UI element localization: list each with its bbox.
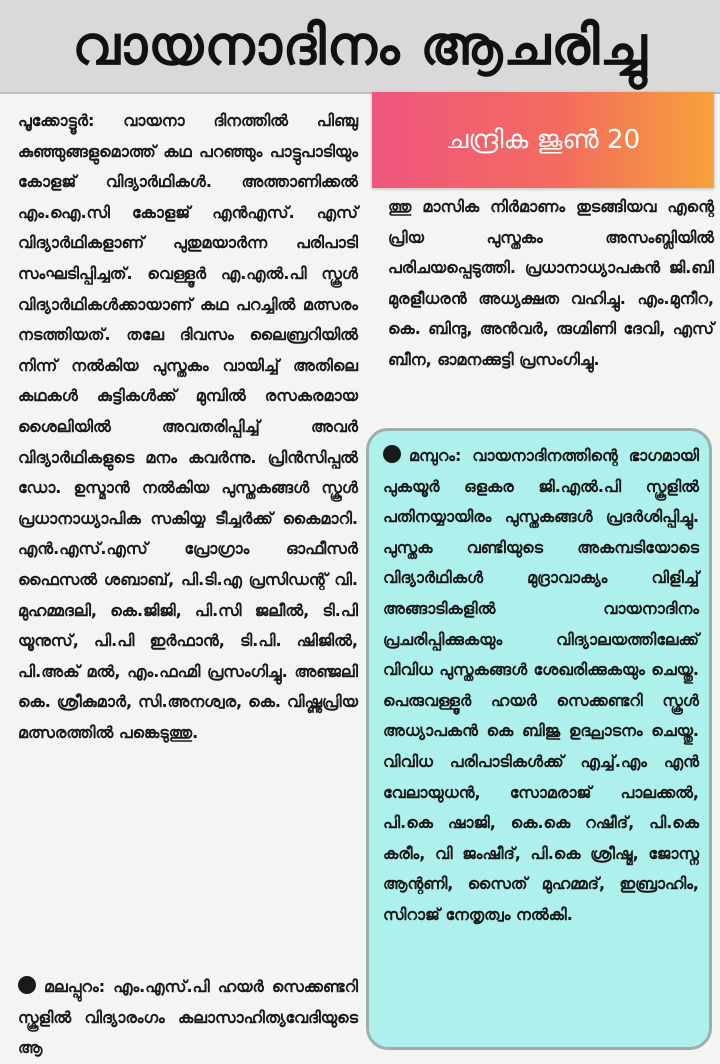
left-article-text: പൂക്കോട്ടൂർ: വായനാ ദിനത്തിൽ പിഞ്ചു കുഞ്ഞുങ്ങളുമൊത്ത് കഥ പറഞ്ഞും പാട്ടുപാടിയും കോളജ് വിദ്യാർഥികൾ. അത്താണിക്കൽ എം.ഐ.സി കോളജ് എൻഎസ്. എസ് വിദ്യാർഥികളാണ് പുതുമയാർന്ന പരിപാടി സംഘടിപ്പിച്ചത്. വെള്ളൂർ എ.എൽ.പി സ്കൂൾ വിദ്യാർഥികൾക്കായാണ് കഥ പറച്ചിൽ മത്സരം നടത്തിയത്. തലേ ദിവസം ലൈബ്രറിയിൽ നിന്ന് നൽകിയ പുസ്തകം വായിച്ച് അതിലെ കഥകൾ കുട്ടികൾക്ക് മുമ്പിൽ രസകരമായ ശൈലിയിൽ അവതരിപ്പിച്ച് അവർ വിദ്യാർഥികളുടെ മനം കവർന്നു. പ്രിൻസിപ്പൽ ഡോ. ഉസ്മാൻ നൽകിയ പുസ്തകങ്ങൾ സ്കൂൾ പ്രധാനാധ്യാപിക സകിയ്യ ടീച്ചർക്ക് കൈമാറി. എൻ.എസ്.എസ് പ്രോഗ്രാം ഓഫീസർ ഫൈസൽ ശബാബ്, പി.ടി.എ പ്രസിഡന്റ് വി. മുഹമ്മദലി, കെ.ജിജി, പി.സി ജലീൽ, ടി.പി യൂനുസ്, പി.പി ഇർഫാൻ, ടി.പി. ഷിജിൽ, പി.അക് മൽ, എം.ഫഹ്മി പ്രസംഗിച്ചു. അഞ്ജലി കെ. ശ്രീകുമാർ, സി.അനശ്വര, കെ. വിഷ്ണുപ്രിയ മത്സരത്തിൽ പങ്കെടുത്തു. (18, 111, 358, 742)
left-article (18, 106, 358, 748)
headline: വായനാദിനം ആചരിച്ചു (72, 14, 648, 77)
right-top-article (388, 192, 714, 376)
left-bottom-article (18, 972, 358, 1064)
left-bottom-text: മലപ്പുറം: എം.എസ്.പി ഹയർ സെക്കണ്ടറി സ്കൂളിൽ വിദ്യാരംഗം കലാസാഹിത്യവേദിയുടെ ആ (18, 977, 358, 1058)
highlighted-article-text: മമ്പുറം: വായനാദിനത്തിന്റെ ഭാഗമായി പുകയൂർ ഒളകര ജി.എൽ.പി സ്കൂളിൽ പതിനയ്യായിരം പുസ്തകങ്ങൾ പ്രദർശിപ്പിച്ചു. പുസ്തക വണ്ടിയുടെ അകമ്പടിയോടെ വിദ്യാർഥികൾ മുദ്രാവാക്യം വിളിച്ച് അങ്ങാടികളിൽ വായനാദിനം പ്രചരിപ്പിക്കുകയും വിദ്യാലയത്തിലേക്ക് വിവിധ പുസ്തകങ്ങൾ ശേഖരിക്കുകയും ചെയ്തു. പെരുവള്ളൂർ ഹയർ സെക്കണ്ടറി സ്കൂൾ അധ്യാപകൻ കെ ബിജു ഉദ്ഘാടനം ചെയ്തു. വിവിധ പരിപാടികൾക്ക് എച്ച്.എം എൻ വേലായുധൻ, സോമരാജ് പാലക്കൽ, പി.കെ ഷാജി, കെ.കെ റഷീദ്, പി.കെ കരീം, വി ജംഷീദ്, പി.കെ ശ്രീഷ്മ, ജോസ്ന ആന്റണി, സൈത് മുഹമ്മദ്, ഇബ്രാഹിം, സിറാജ് നേതൃത്വം നൽകി. (383, 446, 699, 924)
bullet-icon (383, 445, 401, 463)
source-banner (372, 92, 714, 188)
headline-bar (0, 0, 720, 94)
highlighted-article-box (366, 428, 712, 1050)
bullet-icon (18, 976, 36, 994)
source-banner-text: ചന്ദ്രിക ജൂൺ 20 (445, 124, 641, 155)
right-top-text: ത്തു മാസിക നിർമാണം തുടങ്ങിയവ എന്റെ പ്രിയ പുസ്തകം അസംബ്ലിയിൽ പരിചയപ്പെടുത്തി. പ്രധാനാധ്യാപകൻ ജി.ബി മുരളീധരൻ അധ്യക്ഷത വഹിച്ചു. എം.മുനീറ, കെ. ബിന്ദു, അൻവർ, രുഗ്മിണി ദേവി, എസ് ബീന, ഓമനക്കുട്ടി പ്രസംഗിച്ചു. (388, 197, 714, 369)
